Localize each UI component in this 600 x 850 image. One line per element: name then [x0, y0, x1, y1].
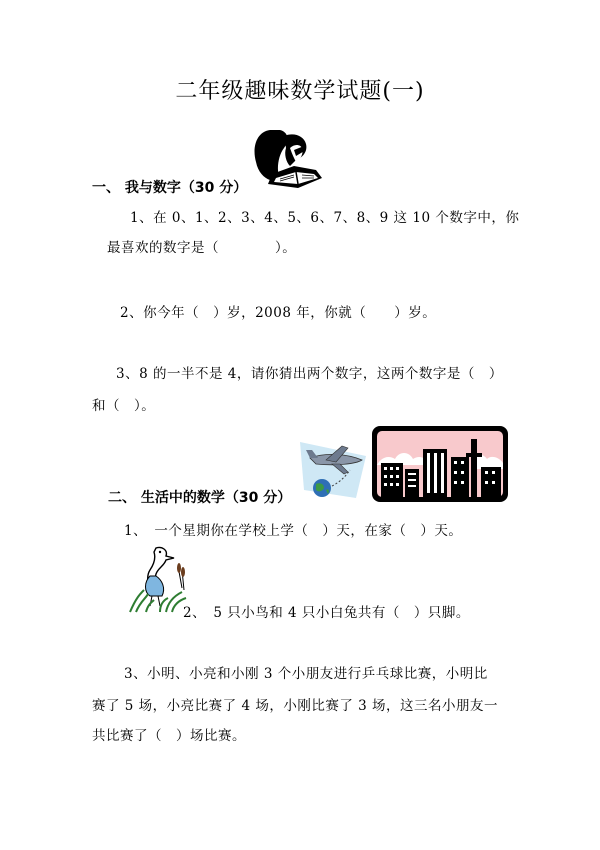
heron-clipart: [126, 546, 190, 614]
section2-q3-line2: 赛了 5 场，小亮比赛了 4 场，小刚比赛了 3 场，这三名小朋友一: [92, 698, 499, 714]
section2-q3-line1: 3、小明、小亮和小刚 3 个小朋友进行乒乓球比赛，小明比: [124, 666, 488, 682]
section1-q3-line1: 3、8 的一半不是 4，请你猜出两个数字，这两个数字是（ ）: [116, 366, 503, 382]
reader-clipart: [250, 126, 326, 192]
section1-q1-line1: 1、在 0、1、2、3、4、5、6、7、8、9 这 10 个数字中，你: [130, 210, 520, 226]
section1-q1-line2: 最喜欢的数字是（ ）。: [107, 240, 297, 256]
section1-heading: 一、 我与数字（30 分）: [92, 180, 248, 196]
page-title: 二年级趣味数学试题(一): [175, 79, 425, 104]
city-skyline-clipart: [371, 425, 509, 503]
section2-q3-line3: 共比赛了（ ）场比赛。: [92, 728, 246, 744]
airplane-globe-clipart: [296, 436, 378, 500]
section1-q3-line2: 和（ ）。: [92, 398, 156, 414]
section2-q1: 1、 一个星期你在学校上学（ ）天，在家（ ）天。: [124, 523, 463, 539]
section2-q2: 2、 5 只小鸟和 4 只小白兔共有（ ）只脚。: [183, 605, 470, 621]
section1-q2: 2、你今年（ ）岁，2008 年，你就（ ）岁。: [120, 305, 437, 321]
section2-heading: 二、 生活中的数学（30 分）: [108, 490, 292, 506]
